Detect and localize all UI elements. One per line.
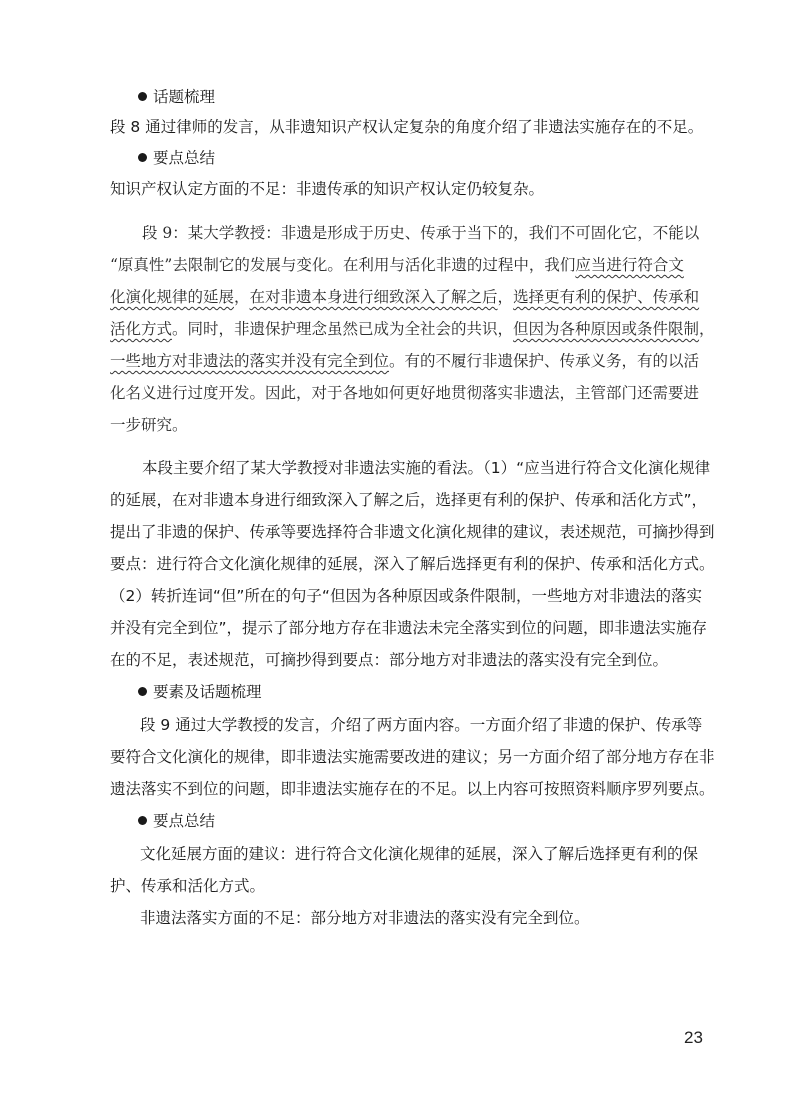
wavy-underline: 活化方式 <box>110 320 173 338</box>
quote-line: 化名义进行过度开发。因此，对于各地如何更好地贯彻落实非遗法，主管部门还需要进 <box>110 384 700 402</box>
section-heading-summary-2: 要点总结 <box>138 810 215 832</box>
page-number: 23 <box>684 1028 703 1047</box>
analysis-line: 本段主要介绍了某大学教授对非遗法实施的看法。（1）“应当进行符合文化演化规律 <box>142 459 711 477</box>
quote-line: 一些地方对非遗法的落实并没有完全到位。有的不履行非遗保护、传承义务，有的以活 <box>110 352 700 370</box>
quote-line: “原真性”去限制它的发展与变化。在利用与活化非遗的过程中，我们应当进行符合文 <box>110 256 684 274</box>
paragraph-line: 段 8 通过律师的发言，从非遗知识产权认定复杂的角度介绍了非遗法实施存在的不足。 <box>110 118 704 136</box>
quote-line: 段 9：某大学教授：非遗是形成于历史、传承于当下的，我们不可固化它，不能以 <box>142 224 700 242</box>
bullet-icon <box>138 816 147 825</box>
wavy-underline: 一些地方对非遗法的落实并没有完全到位 <box>110 352 390 370</box>
analysis-line: 在的不足，表述规范，可摘抄得到要点：部分地方对非遗法的落实没有完全到位。 <box>110 651 669 669</box>
wavy-underline: 化演化规律的延展 <box>110 288 235 306</box>
analysis-line: 要点：进行符合文化演化规律的延展，深入了解后选择更有利的保护、传承和活化方式。 <box>110 555 715 573</box>
quote-line: 活化方式。同时，非遗保护理念虽然已成为全社会的共识，但因为各种原因或条件限制， <box>110 320 715 338</box>
paragraph-line: 文化延展方面的建议：进行符合文化演化规律的延展，深入了解后选择更有利的保 <box>140 845 699 863</box>
wavy-underline: 选择更有利的保护、传承和 <box>513 288 700 306</box>
paragraph-line: 知识产权认定方面的不足：非遗传承的知识产权认定仍较复杂。 <box>110 180 545 198</box>
paragraph-line: 遗法落实不到位的问题，即非遗法实施存在的不足。以上内容可按照资料顺序罗列要点。 <box>110 780 715 798</box>
bullet-icon <box>138 92 147 101</box>
paragraph-line: 要符合文化演化的规律，即非遗法实施需要改进的建议；另一方面介绍了部分地方存在非 <box>110 748 715 766</box>
section-heading-summary: 要点总结 <box>138 147 215 169</box>
analysis-line: 的延展，在对非遗本身进行细致深入了解之后，选择更有利的保护、传承和活化方式”， <box>110 491 708 509</box>
section-heading-topic: 话题梳理 <box>138 86 215 108</box>
paragraph-line: 护、传承和活化方式。 <box>110 877 266 895</box>
wavy-underline: 但因为各种原因或条件限制 <box>513 320 700 338</box>
quote-line: 化演化规律的延展，在对非遗本身进行细致深入了解之后，选择更有利的保护、传承和 <box>110 288 700 306</box>
bullet-icon <box>138 153 147 162</box>
analysis-line: 提出了非遗的保护、传承等要选择符合非遗文化演化规律的建议，表述规范，可摘抄得到 <box>110 523 715 541</box>
paragraph-line: 段 9 通过大学教授的发言，介绍了两方面内容。一方面介绍了非遗的保护、传承等 <box>140 716 703 734</box>
wavy-underline: 在对非遗本身进行细致深入了解之后 <box>249 288 498 306</box>
analysis-line: （2）转折连词“但”所在的句子“但因为各种原因或条件限制，一些地方对非遗法的落实 <box>110 587 702 605</box>
bullet-icon <box>138 687 147 696</box>
wavy-underline: 应当进行符合文 <box>575 256 684 274</box>
section-heading-elements-topic: 要素及话题梳理 <box>138 681 262 703</box>
paragraph-line: 非遗法落实方面的不足：部分地方对非遗法的落实没有完全到位。 <box>140 909 590 927</box>
analysis-line: 并没有完全到位”，提示了部分地方存在非遗法未完全落实到位的问题，即非遗法实施存 <box>110 619 708 637</box>
quote-line: 一步研究。 <box>110 416 188 434</box>
